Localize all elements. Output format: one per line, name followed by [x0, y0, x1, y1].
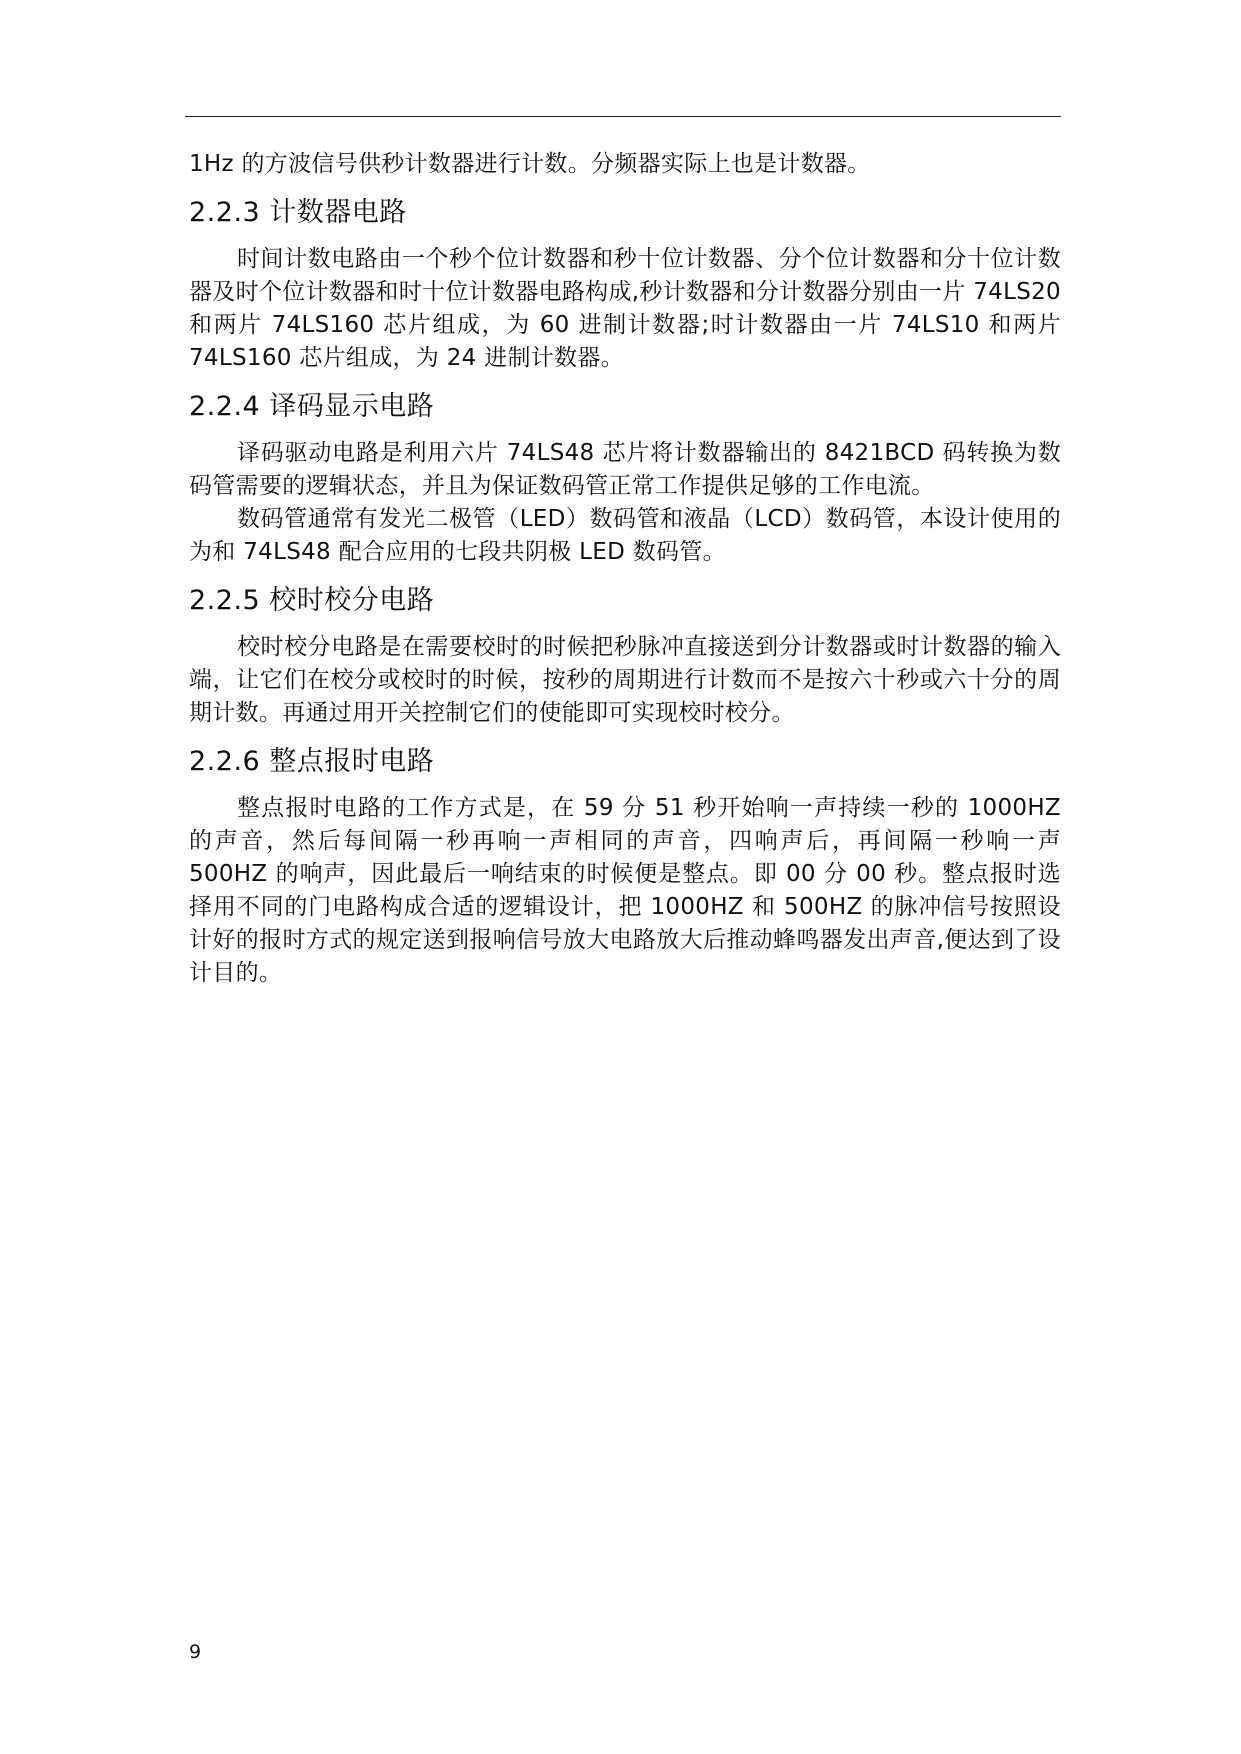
document-body: [189, 148, 1061, 990]
section-heading-hourly-chime: 2.2.6 整点报时电路: [189, 746, 435, 777]
section-heading-counter: 2.2.3 计数器电路: [189, 197, 407, 228]
decoder-paragraph-1: 译码驱动电路是利用六片 74LS48 芯片将计数器输出的 8421BCD 码转换为数码管需要的逻辑状态，并且为保证数码管正常工作提供足够的工作电流。: [189, 440, 1061, 499]
header-rule: [185, 116, 1061, 117]
counter-paragraph: 时间计数电路由一个秒个位计数器和秒十位计数器、分个位计数器和分十位计数器及时个位计数器和时十位计数器电路构成,秒计数器和分计数器分别由一片 74LS20 和两片 74LS160 芯片组成，为 60 进制计数器;时计数器由一片 74LS10 和两片 74LS160 芯片组成，为 24 进制计数器。: [189, 246, 1061, 371]
section-heading-time-adjust: 2.2.5 校时校分电路: [189, 585, 435, 616]
hourly-chime-paragraph: 整点报时电路的工作方式是，在 59 分 51 秒开始响一声持续一秒的 1000HZ 的声音，然后每间隔一秒再响一声相同的声音，四响声后，再间隔一秒响一声 500HZ 的响声，因此最后一响结束的时候便是整点。即 00 分 00 秒。整点报时选择用不同的门电路构成合适的逻辑设计，把 1000HZ 和 500HZ 的脉冲信号按照设计好的报时方式的规定送到报响信号放大电路放大后推动蜂鸣器发出声音,便达到了设计目的。: [189, 795, 1061, 986]
intro-paragraph: 1Hz 的方波信号供秒计数器进行计数。分频器实际上也是计数器。: [189, 151, 871, 177]
decoder-paragraph-2: 数码管通常有发光二极管（LED）数码管和液晶（LCD）数码管，本设计使用的为和 74LS48 配合应用的七段共阴极 LED 数码管。: [189, 506, 1061, 565]
time-adjust-paragraph: 校时校分电路是在需要校时的时候把秒脉冲直接送到分计数器或时计数器的输入端，让它们在校分或校时的时候，按秒的周期进行计数而不是按六十秒或六十分的周期计数。再通过用开关控制它们的使能即可实现校时校分。: [189, 634, 1061, 726]
section-heading-decoder: 2.2.4 译码显示电路: [189, 391, 435, 422]
page-number: 9: [189, 1641, 202, 1663]
